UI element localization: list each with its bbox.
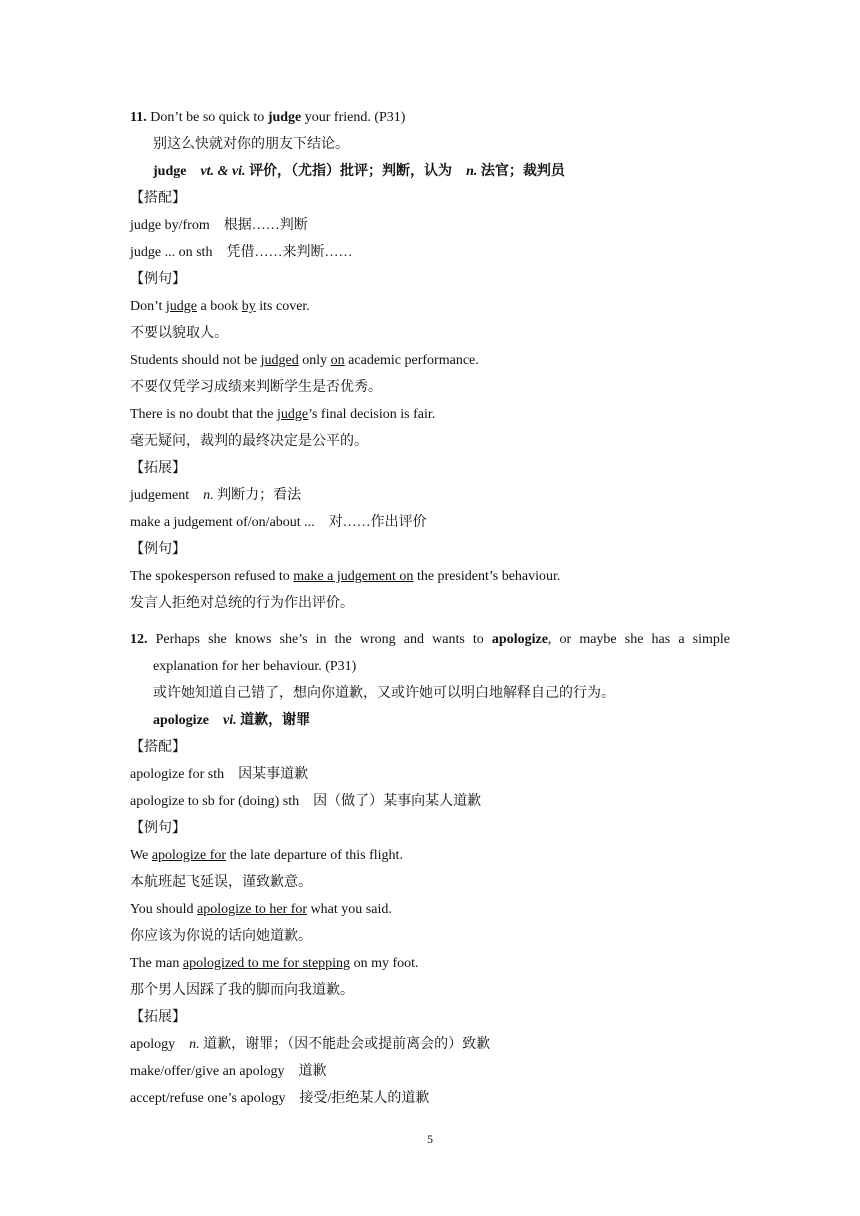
example-translation: 发言人拒绝对总统的行为作出评价。	[130, 596, 354, 611]
page-number: 5	[427, 1132, 433, 1146]
example-label: 【例句】	[130, 272, 186, 287]
extension-line: make/offer/give an apology 道歉	[130, 1064, 327, 1079]
item-11-sentence: 11. Don’t be so quick to judge your friend. (P31)	[130, 110, 406, 125]
example-sentence: You should apologize to her for what you said.	[130, 902, 392, 917]
item-12-translation: 或许她知道自己错了，想向你道歉，又或许她可以明白地解释自己的行为。	[153, 686, 615, 701]
item-12-sentence: 12. Perhaps she knows she’s in the wrong and wants to apologize, or maybe she has a simple	[130, 632, 730, 647]
example-sentence: The man apologized to me for stepping on my foot.	[130, 956, 419, 971]
example-translation: 本航班起飞延误，谨致歉意。	[130, 875, 312, 890]
collocation-line: judge by/from 根据……判断	[130, 218, 308, 233]
page-content	[130, 108, 730, 1116]
example-translation: 不要仅凭学习成绩来判断学生是否优秀。	[130, 380, 382, 395]
extension-line: judgement n. 判断力；看法	[130, 488, 302, 503]
extension-line: accept/refuse one’s apology 接受/拒绝某人的道歉	[130, 1091, 430, 1106]
example-sentence: There is no doubt that the judge’s final decision is fair.	[130, 407, 436, 422]
item-11-headword-line: judge vt. & vi. 评价，（尤指）批评；判断，认为 n. 法官；裁判员	[153, 164, 565, 179]
example-sentence: We apologize for the late departure of this flight.	[130, 848, 403, 863]
example-translation: 那个男人因踩了我的脚而向我道歉。	[130, 983, 354, 998]
collocation-line: judge ... on sth 凭借……来判断……	[130, 245, 353, 260]
headword: judge	[153, 164, 187, 179]
collocation-line: apologize to sb for (doing) sth 因（做了）某事向某人道歉	[130, 794, 482, 809]
collocation-label: 【搭配】	[130, 191, 186, 206]
item-12-sentence-cont: explanation for her behaviour. (P31)	[153, 659, 357, 674]
headword: apologize	[153, 713, 209, 728]
extension-label: 【拓展】	[130, 1010, 186, 1025]
example-translation: 你应该为你说的话向她道歉。	[130, 929, 312, 944]
item-12-headword-line: apologize vi. 道歉，谢罪	[153, 713, 311, 728]
collocation-label: 【搭配】	[130, 740, 186, 755]
example-translation: 不要以貌取人。	[130, 326, 228, 341]
example-label: 【例句】	[130, 542, 186, 557]
example-sentence: Don’t judge a book by its cover.	[130, 299, 310, 314]
extension-line: make a judgement of/on/about ... 对……作出评价	[130, 515, 427, 530]
example-label: 【例句】	[130, 821, 186, 836]
extension-label: 【拓展】	[130, 461, 186, 476]
example-translation: 毫无疑问，裁判的最终决定是公平的。	[130, 434, 368, 449]
extension-line: apology n. 道歉，谢罪；（因不能赴会或提前离会的）致歉	[130, 1037, 491, 1052]
example-sentence: The spokesperson refused to make a judgement on the president’s behaviour.	[130, 569, 561, 584]
collocation-line: apologize for sth 因某事道歉	[130, 767, 309, 782]
item-11-translation: 别这么快就对你的朋友下结论。	[153, 137, 349, 152]
example-sentence: Students should not be judged only on academic performance.	[130, 353, 479, 368]
